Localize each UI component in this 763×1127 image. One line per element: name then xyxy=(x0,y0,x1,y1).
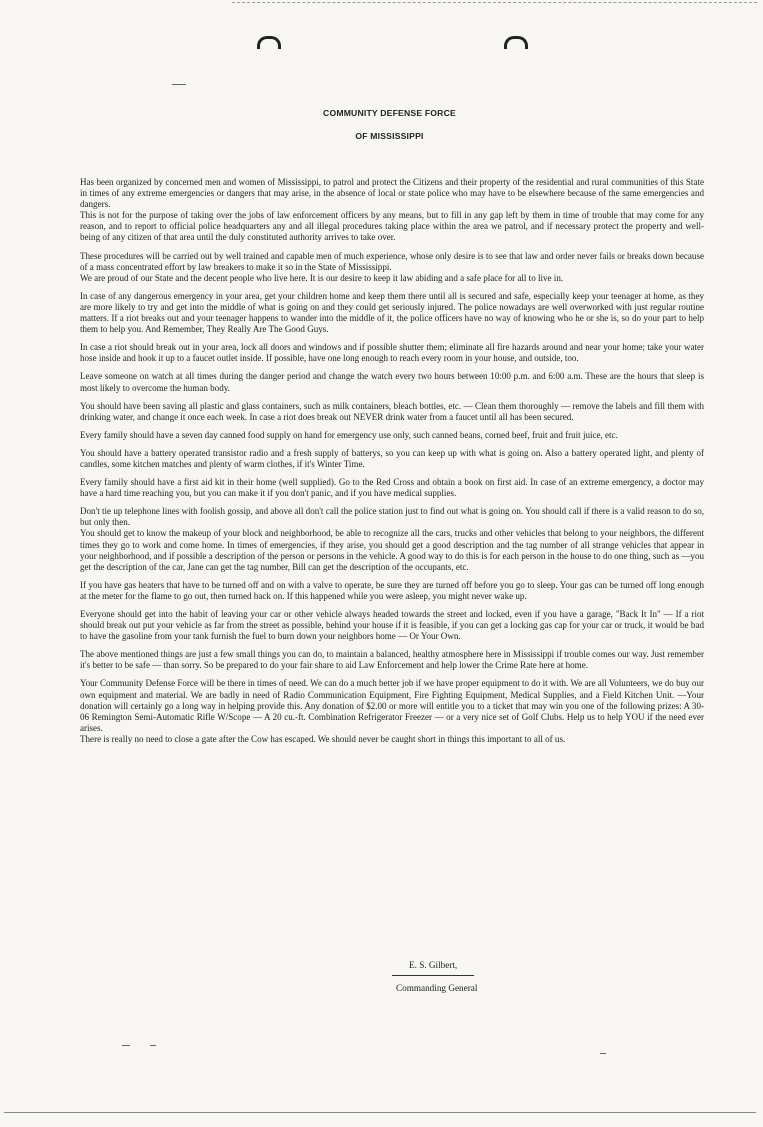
paragraph: If you have gas heaters that have to be turned off and on with a valve to operate, be sure they are turned off before you go to sleep. Your gas can be turned off long enough at the meter for the flame to go out, then turned back on. If this happened while you were asleep, you might never wake up. xyxy=(80,579,704,601)
signature-title: Commanding General xyxy=(396,983,478,993)
paragraph: We are proud of our State and the decent people who live here. It is our desire to keep it law abiding and a safe place for all to live in. xyxy=(80,272,564,283)
paragraph: You should have been saving all plastic and glass containers, such as milk containers, bleach bottles, etc. — Clean them thoroughly — remove the labels and fill them with drinking water, and change it once each week. In case a riot does break out NEVER drink water from a faucet until all has been secured. xyxy=(80,400,704,422)
binder-hole-left xyxy=(257,36,281,49)
document-title: COMMUNITY DEFENSE FORCE xyxy=(323,108,456,118)
paragraph: These procedures will be carried out by well trained and capable men of much experience, whose only desire is to see that law and order never fails or breaks down because of a mass concentrated effort by law breakers to make it so in the State of Mississippi. xyxy=(80,250,704,272)
signature-name: E. S. Gilbert, xyxy=(409,960,458,970)
scan-speck xyxy=(122,1045,130,1046)
scan-speck xyxy=(150,1045,156,1046)
paragraph: Every family should have a seven day canned food supply on hand for emergency use only, such canned beans, corned beef, fruit and fruit juice, etc. xyxy=(80,429,618,440)
paragraph: You should get to know the makeup of your block and neighborhood, be able to recognize all the cars, trucks and other vehicles that belong to your neighbors, the different times they go to work and come home. In times of emergencies, if they arise, you should get a good description and the tag number of all strange vehicles that appear in your neighborhood, and if possible a description of the person or persons in the vehicle. A good way to do this is for each person in the house to do one thing, such as —you get the description of the car, Jane can get the tag number, Bill can get the description of the occupants, etc. xyxy=(80,528,704,572)
document-subtitle: OF MISSISSIPPI xyxy=(355,131,424,141)
binder-hole-right xyxy=(504,36,528,49)
paragraph: In case of any dangerous emergency in your area, get your children home and keep them there until all is secured and safe, especially keep your teenager at home, as they are more likely to try and get into the middle of what is going on and they could get seriously injured. The police nowadays are well overworked with just regular routine matters. If a riot breaks out and your teenager happens to wander into the middle of it, the police officers have no way of knowing who he or she is, so do your part to help them to help you. And Remember, They Really Are The Good Guys. xyxy=(80,290,704,335)
scan-speck xyxy=(600,1053,606,1054)
paragraph: In case a riot should break out in your area, lock all doors and windows and if possible shutter them; eliminate all fire hazards around and near your home; take your water hose inside and hook it up to a faucet outlet inside. If possible, have one long enough to reach every room in your house, and outside, too. xyxy=(80,342,704,364)
paragraph: Leave someone on watch at all times during the danger period and change the watch every two hours between 10:00 p.m. and 6:00 a.m. These are the hours that sleep is most likely to overcome the human body. xyxy=(80,371,704,393)
top-dashed-edge xyxy=(232,2,757,3)
paragraph: The above mentioned things are just a few small things you can do, to maintain a balanced, healthy atmosphere here in Mississippi if trouble comes our way. Just remember it's better to be safe — than sorry. So be prepared to do your fair share to aid Law Enforcement and help lower the Crime Rate here at home. xyxy=(80,649,704,671)
scan-speck xyxy=(172,84,186,85)
paragraph: Don't tie up telephone lines with foolish gossip, and above all don't call the police station just to find out what is going on. You should call if there is a valid reason to do so, but only then. xyxy=(80,506,704,528)
paragraph: This is not for the purpose of taking over the jobs of law enforcement officers by any means, but to fill in any gap left by them in time of trouble that may come for any reason, and to report to official police headquarters any and all illegal procedures taking place within the area we patrol, and if necessary protect the property and well-being of any citizen of that area until the duly constituted authority arrives to take over. xyxy=(80,210,704,243)
paragraph: Your Community Defense Force will be there in times of need. We can do a much better job if we have proper equipment to do it with. We are all Volunteers, we do buy our own equipment and material. We are badly in need of Radio Communication Equipment, Fire Fighting Equipment, Medical Supplies, and a Field Kitchen Unit. —Your donation will certainly go a long way in helping provide this. Any donation of $2.00 or more will entitle you to a ticket that may win you one of the following prizes: A 30-06 Remington Semi-Automatic Rifle W/Scope — A 20 cu.-ft. Combination Refrigerator Freezer — or a very nice set of Golf Clubs. Help us to help YOU if the need ever arises. xyxy=(80,678,704,733)
paragraph: Everyone should get into the habit of leaving your car or other vehicle always headed towards the street and locked, even if you have a garage, "Back It In" — If a riot should break out put your vehicle as far from the street as possible, behind your house if it is feasible, if you can get a locking gas cap for your car or truck, it would be bad to have the gasoline from your tank furnish the fuel to burn down your neighbors home — Or Your Own. xyxy=(80,609,704,642)
paragraph: There is really no need to close a gate after the Cow has escaped. We should never be caught short in things this important to all of us. xyxy=(80,733,566,744)
bottom-edge xyxy=(4,1112,756,1113)
paragraph: Has been organized by concerned men and women of Mississippi, to patrol and protect the Citizens and their property of the residential and rural communities of this State in times of any extreme emergencies or dangers that may arise, in the absence of local or state police who may have to be elsewhere because of the same emergencies and dangers. xyxy=(80,177,704,210)
paragraph: Every family should have a first aid kit in their home (well supplied). Go to the Red Cross and obtain a book on first aid. In case of an extreme emergency, a doctor may have a hard time reaching you, but you can make it if you don't panic, and if you have medical supplies. xyxy=(80,477,704,499)
signature-line xyxy=(392,975,474,976)
paragraph: You should have a battery operated transistor radio and a fresh supply of batterys, so you can keep up with what is going on. Also a battery operated light, and plenty of candles, some kitchen matches and plenty of warm clothes, if it's Winter Time. xyxy=(80,447,704,469)
document-body xyxy=(80,177,704,752)
